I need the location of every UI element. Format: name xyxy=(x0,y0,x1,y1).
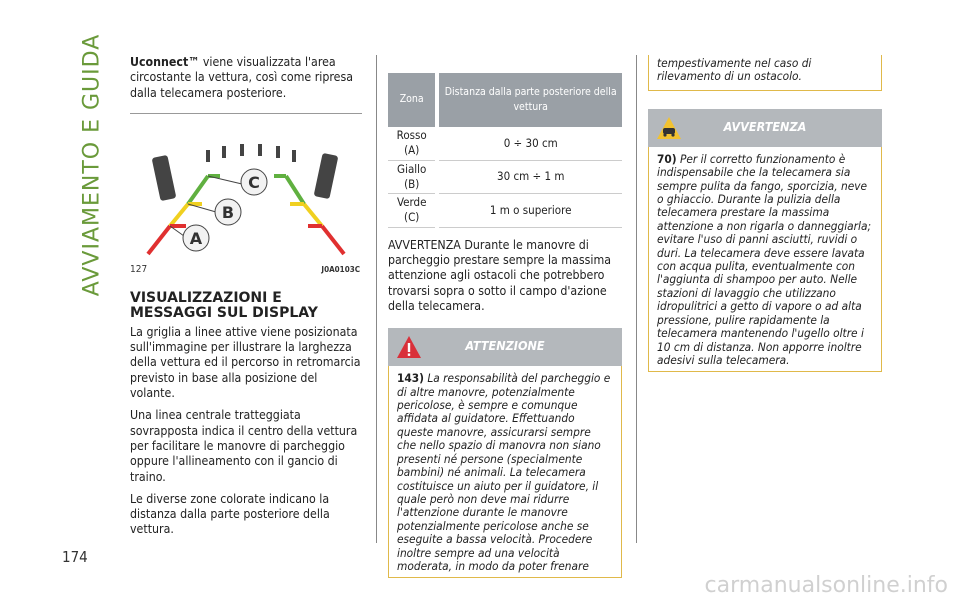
column-1 xyxy=(130,55,362,545)
watermark: carmanualsonline.info xyxy=(704,573,948,598)
attention-header xyxy=(388,328,622,366)
attention-box: 143) La responsabilità del parcheggio e di altre manovre, potenzialmente pericolose, è sempre e comunque affidata al guidatore. Effettuando queste manovre, assicurarsi sempre che nello spazio di manovra non siano presenti né persone (specialmente bambini) né animali. La telecamera costituisce un aiuto per il guidatore, il quale però non deve mai ridurre l'attenzione durante le manovre potenzialmente pericolose anche se eseguite a bassa velocità. Procedere inoltre sempre ad una velocità moderata, in modo da poter frenare xyxy=(388,366,622,578)
zone-label-c: C xyxy=(248,172,260,192)
warning-header xyxy=(648,109,882,147)
zone-label-b: B xyxy=(221,202,235,222)
section-heading: VISUALIZZAZIONI E MESSAGGI SUL DISPLAY xyxy=(130,289,318,321)
paragraph: Una linea centrale tratteggiata sovrapposta indica il centro della vettura per facilitare le manovre di parcheggio oppure l'allineamento con il gancio di traino. xyxy=(130,408,358,484)
paragraph: Le diverse zone colorate indicano la distanza dalla parte posteriore della vettura. xyxy=(130,491,330,537)
intro-paragraph: Uconnect™ viene visualizzata l'area circostante la vettura, così come ripresa dalla telecamera posteriore. xyxy=(130,55,354,100)
parking-camera-image xyxy=(130,114,362,264)
table-header: Distanza dalla parte posteriore della vettura xyxy=(439,73,622,127)
note-paragraph: AVVERTENZA Durante le manovre di parcheggio prestare sempre la massima attenzione agli ostacoli che potrebbero trovarsi sopra o sotto il campo d'azione della telecamera. xyxy=(388,237,612,313)
column-3 xyxy=(648,55,882,372)
column-divider xyxy=(636,55,637,543)
table-header: Zona xyxy=(388,73,435,127)
table-row: Verde (C) 1 m o superiore xyxy=(388,194,622,228)
attention-label: ATTENZIONE xyxy=(465,338,545,354)
attention-continuation: tempestivamente nel caso di rilevamento di un ostacolo. xyxy=(648,55,882,91)
warning-box: 70) Per il corretto funzionamento è indispensabile che la telecamera sia sempre pulita da fango, sporcizia, neve o ghiaccio. Durante la pulizia della telecamera prestare la massima attenzione a non rigarla o danneggiarla; evitare l'uso di panni asciutti, ruvidi o duri. La telecamera deve essere lavata con acqua pulita, eventualmente con l'aggiunta di shampoo per auto. Nelle stazioni di lavaggio che utilizzano idropulitrici a getto di vapore o ad alta pressione, pulire rapidamente la telecamera mantenendo l'ugello oltre i 10 cm di distanza. Non apporre inoltre adesivi sulla telecamera. xyxy=(648,147,882,373)
paragraph: La griglia a linee attive viene posizionata sull'immagine per illustrare la larghezza della vettura ed il percorso in retromarcia previsto in base alla posizione del volante. xyxy=(130,324,361,401)
table-row: Rosso (A) 0 ÷ 30 cm xyxy=(388,127,622,160)
page-number: 174 xyxy=(62,548,88,566)
zone-distance-table xyxy=(388,73,622,228)
figure-code: J0A0103C xyxy=(321,264,360,274)
section-title: AVVIAMENTO E GUIDA xyxy=(79,33,105,297)
column-2 xyxy=(388,55,622,578)
warning-label: AVVERTENZA xyxy=(723,118,807,134)
figure-number: 127 xyxy=(130,263,148,275)
zone-label-a: A xyxy=(189,228,203,248)
table-row: Giallo (B) 30 cm ÷ 1 m xyxy=(388,160,622,194)
camera-figure xyxy=(130,113,362,279)
column-divider xyxy=(376,55,377,543)
